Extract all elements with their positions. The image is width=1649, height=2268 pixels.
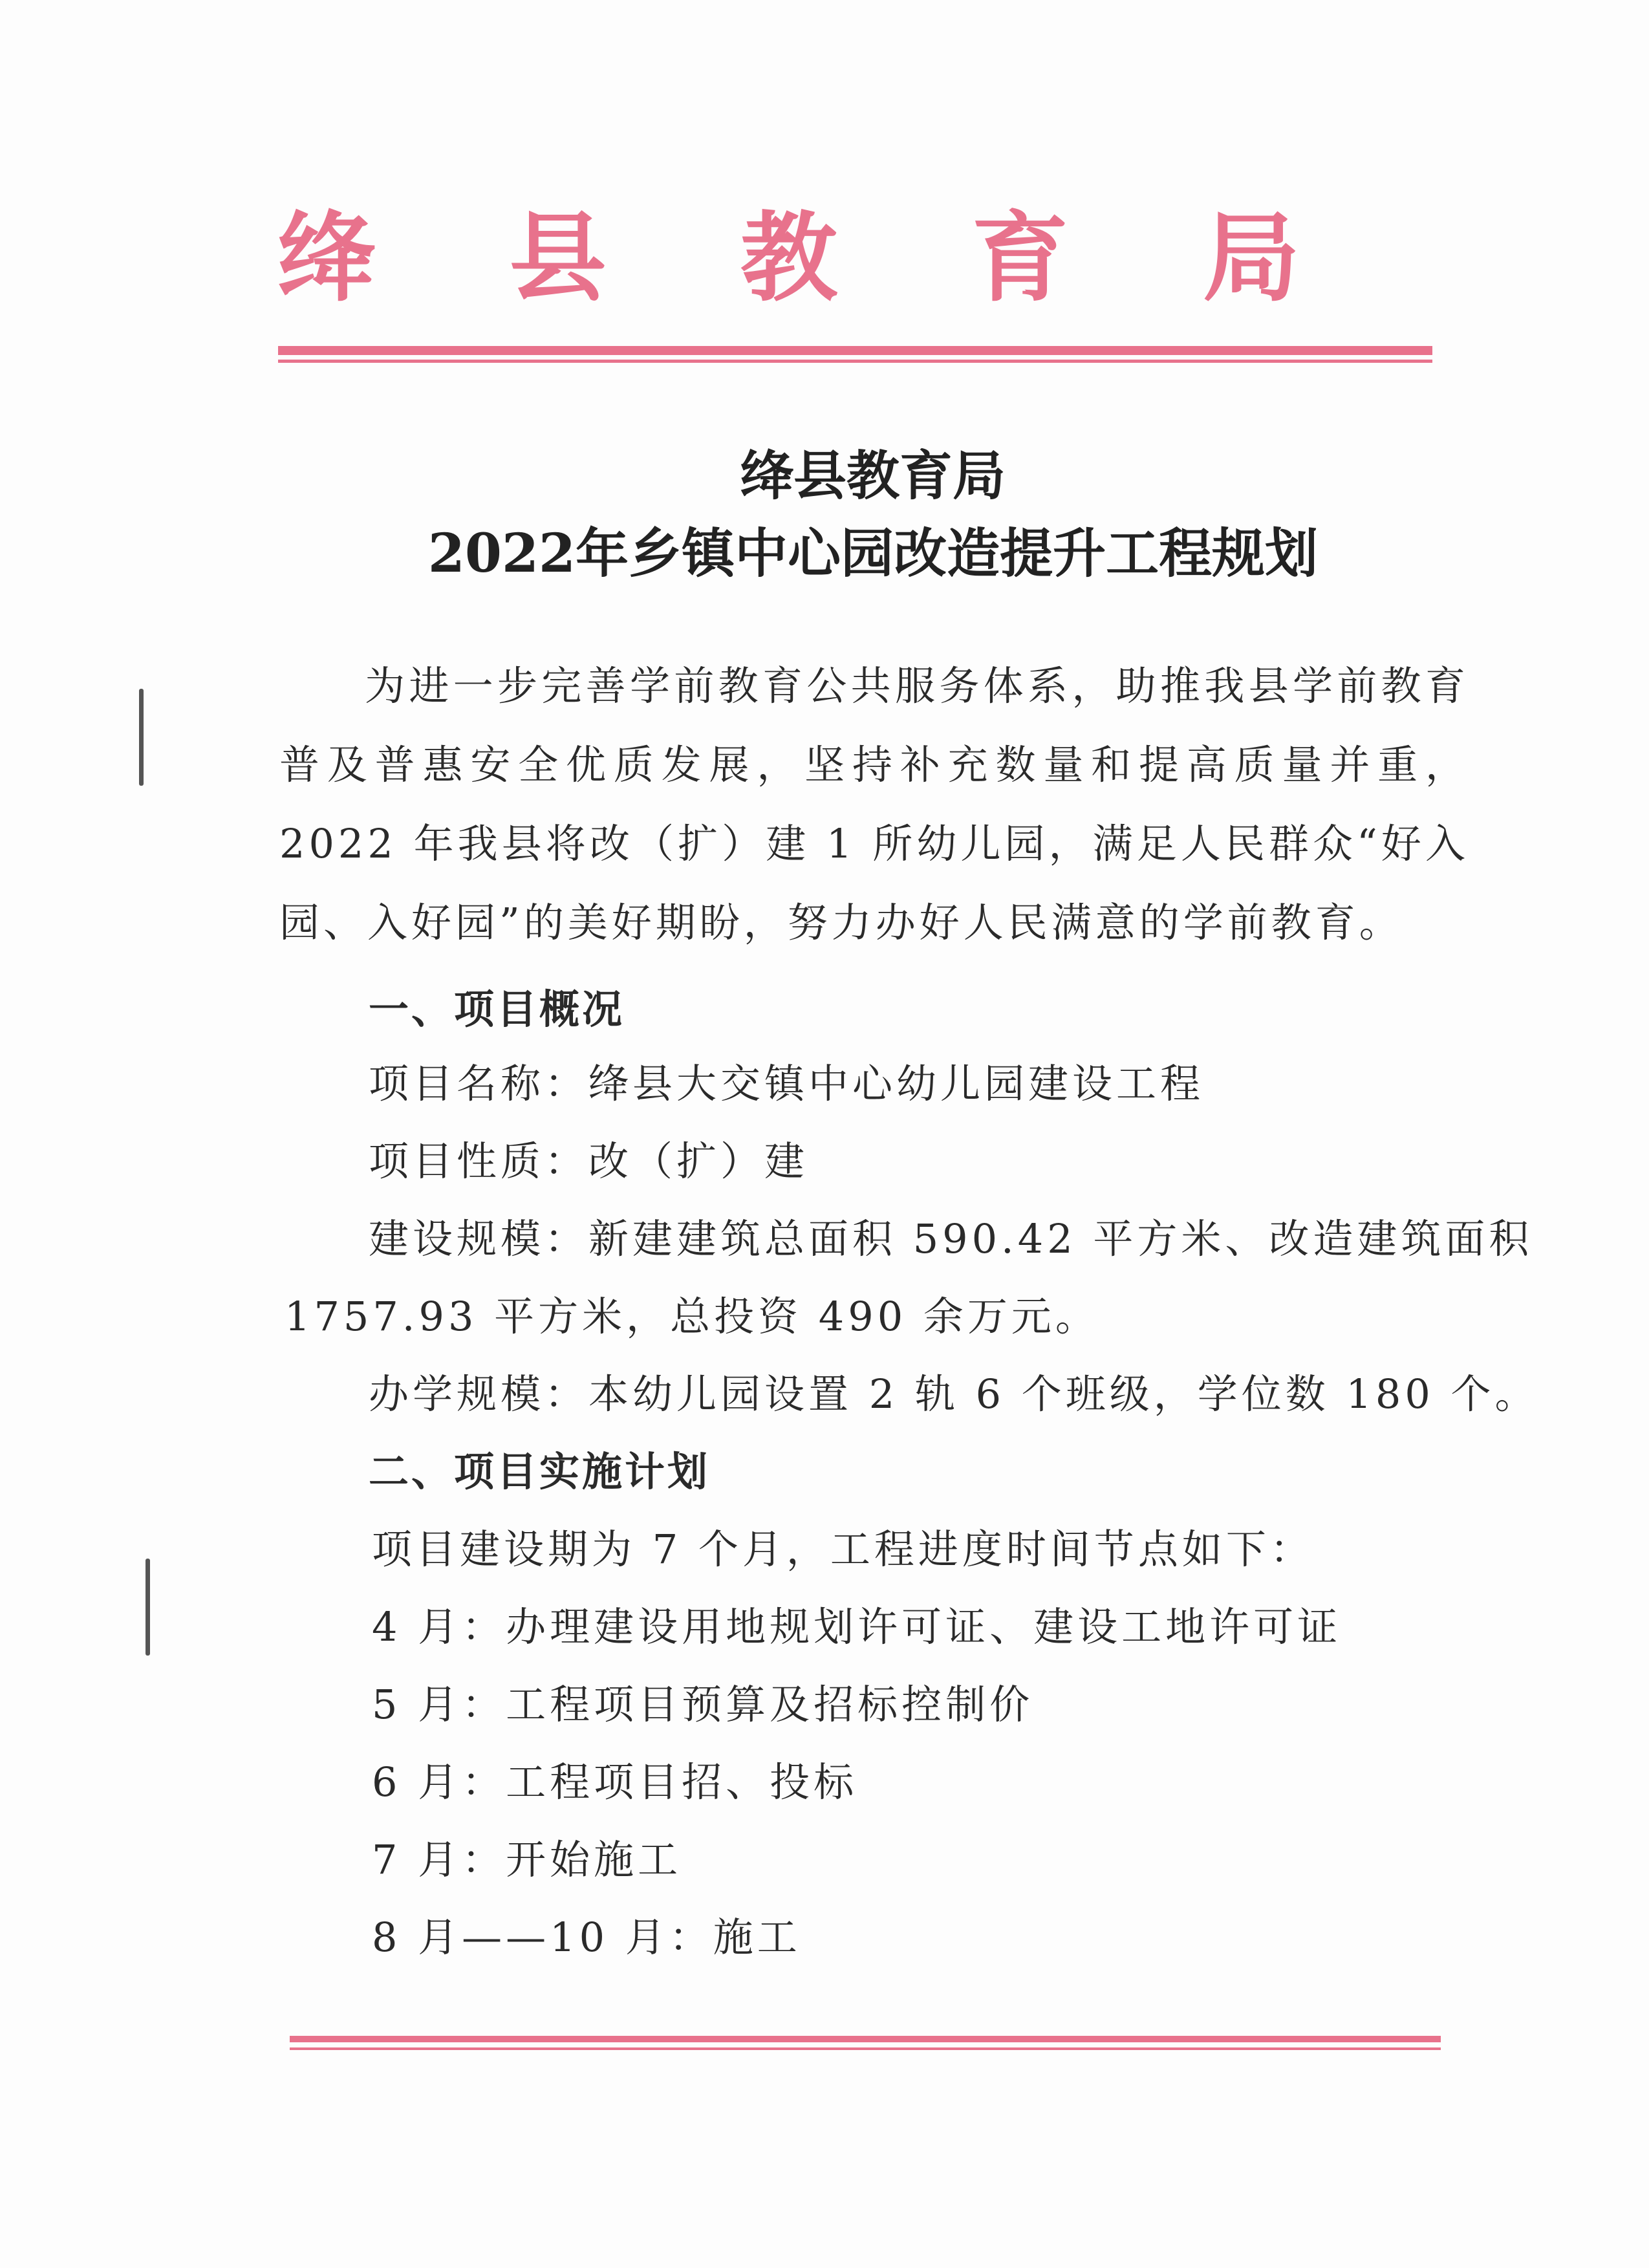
schedule-item: 4 月：办理建设用地规划许可证、建设工地许可证 (372, 1603, 1342, 1650)
project-nature: 项目性质：改（扩）建 (369, 1138, 809, 1185)
footer-rule (290, 2036, 1441, 2042)
section1-heading: 一、项目概况 (369, 986, 625, 1033)
binder-mark-bottom (146, 1559, 150, 1656)
masthead-char: 县 (509, 202, 607, 315)
masthead-rule-thin (278, 360, 1432, 363)
masthead (278, 194, 1300, 323)
document-title-line2: 2022年乡镇中心园改造提升工程规划 (427, 523, 1319, 585)
masthead-rule (278, 346, 1432, 355)
schedule-item: 6 月：工程项目招、投标 (372, 1758, 858, 1806)
intro-paragraph (279, 647, 1469, 962)
document-title-line1: 绛县教育局 (740, 445, 1006, 507)
schedule-item: 7 月：开始施工 (372, 1836, 682, 1883)
schedule-lead: 项目建设期为 7 个月，工程进度时间节点如下： (372, 1526, 1314, 1573)
project-scale-line1: 建设规模：新建建筑总面积 590.42 平方米、改造建筑面积 (369, 1215, 1533, 1262)
masthead-char: 绛 (278, 202, 376, 315)
school-scale: 办学规模：本幼儿园设置 2 轨 6 个班级，学位数 180 个。 (369, 1370, 1539, 1418)
binder-mark-top (139, 689, 144, 786)
project-name: 项目名称：绛县大交镇中心幼儿园建设工程 (369, 1060, 1205, 1107)
intro-text: 为进一步完善学前教育公共服务体系，助推我县学前教育普及普惠安全优质发展，坚持补充数量和提高质量并重， 2022 年我县将改（扩）建 1 所幼儿园，满足人民群众“好入园、入好园”的美好期盼，努力办好人民满意的学前教育。 (279, 662, 1469, 946)
footer-rule-thin (290, 2047, 1441, 2050)
masthead-char: 教 (740, 202, 837, 315)
masthead-char: 育 (971, 202, 1069, 315)
schedule-item: 5 月：工程项目预算及招标控制价 (372, 1681, 1034, 1728)
masthead-char: 局 (1202, 202, 1300, 315)
project-scale-line2: 1757.93 平方米，总投资 490 余万元。 (285, 1293, 1099, 1340)
schedule-item: 8 月——10 月：施工 (372, 1914, 801, 1961)
section2-heading: 二、项目实施计划 (369, 1448, 711, 1495)
